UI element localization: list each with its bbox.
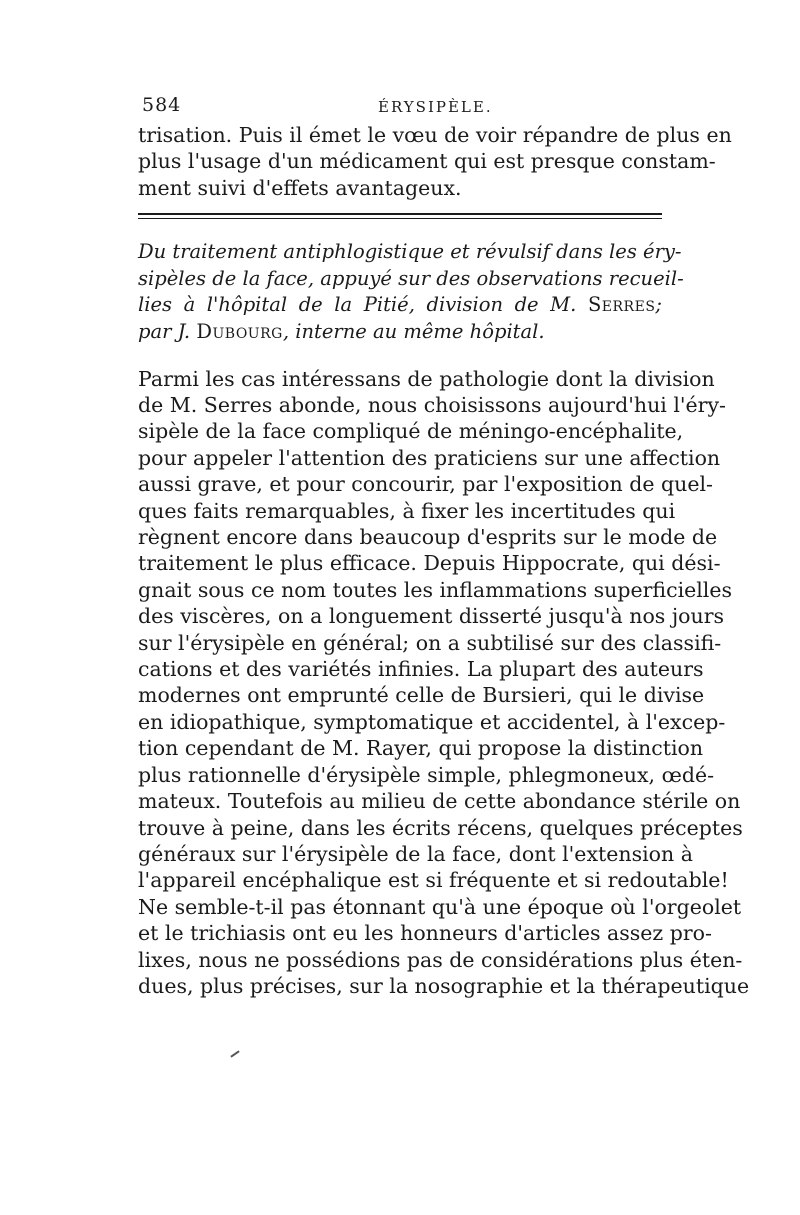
- text-line: aussi grave, et pour concourir, par l'exposition de quel-: [138, 472, 713, 497]
- title-line: Du traitement antiphlogistique et révulsif dans les éry-: [138, 240, 682, 264]
- divider-thin: [138, 218, 662, 219]
- title-line: [138, 292, 662, 319]
- author-affiliation: , interne au même hôpital.: [282, 320, 545, 343]
- text-line: trouve à peine, dans les écrits récens, quelques préceptes: [138, 815, 743, 840]
- text-line: règnent encore dans beaucoup d'esprits sur le mode de: [138, 525, 718, 550]
- text-line: lixes, nous ne possédions pas de considérations plus éten-: [138, 947, 743, 972]
- text-line: des viscères, on a longuement disserté jusqu'à nos jours: [138, 604, 725, 629]
- text-line: pour appeler l'attention des praticiens sur une affection: [138, 445, 721, 470]
- text-line: plus rationnelle d'érysipèle simple, phlegmoneux, œdé-: [138, 762, 715, 787]
- body-paragraph: [138, 366, 750, 1000]
- stray-mark: [230, 1050, 239, 1057]
- text-line: l'appareil encéphalique est si fréquente et si redoutable!: [138, 868, 729, 893]
- name-serres: Serres: [587, 293, 656, 317]
- book-page: [138, 92, 750, 999]
- page-number: 584: [142, 94, 182, 116]
- divider-thick: [138, 213, 662, 215]
- text-line: sipèle de la face compliqué de méningo-encéphalite,: [138, 419, 684, 444]
- text-line: plus l'usage d'un médicament qui est presque constam-: [138, 149, 716, 174]
- text-line: de M. Serres abonde, nous choisissons aujourd'hui l'éry-: [138, 393, 726, 417]
- intro-paragraph: [138, 122, 732, 201]
- page-header: [138, 92, 662, 122]
- text-line: gnait sous ce nom toutes les inflammations superficielles: [138, 577, 733, 602]
- text-line: tion cependant de M. Rayer, qui propose la distinction: [138, 736, 704, 761]
- running-title: ÉRYSIPÈLE.: [378, 98, 493, 116]
- text-line: mateux. Toutefois au milieu de cette abondance stérile on: [138, 789, 741, 814]
- title-punct: ;: [655, 293, 662, 317]
- section-divider: [138, 213, 662, 219]
- text-line: ment suivi d'effets avantageux.: [138, 175, 462, 200]
- text-line: Ne semble-t-il pas étonnant qu'à une époque où l'orgeolet: [138, 894, 742, 919]
- text-line: modernes ont emprunté celle de Bursieri, qui le divise: [138, 683, 705, 708]
- text-line: trisation. Puis il émet le vœu de voir répandre de plus en: [138, 123, 732, 147]
- text-line: en idiopathique, symptomatique et accidentel, à l'excep-: [138, 709, 726, 734]
- text-line: généraux sur l'érysipèle de la face, dont l'extension à: [138, 841, 693, 866]
- title-line: sipèles de la face, appuyé sur des observations recueil-: [138, 266, 684, 290]
- text-line: et le trichiasis ont eu les honneurs d'articles assez pro-: [138, 921, 712, 946]
- text-line: traitement le plus efficace. Depuis Hippocrate, qui dési-: [138, 551, 721, 576]
- text-line: Parmi les cas intéressans de pathologie dont la division: [138, 366, 715, 391]
- title-text: par J.: [138, 320, 197, 343]
- text-line: dues, plus précises, sur la nosographie et la thérapeutique: [138, 973, 750, 998]
- title-line: [138, 319, 662, 346]
- text-line: sur l'érysipèle en général; on a subtilisé sur des classifi-: [138, 630, 722, 655]
- article-title: [138, 239, 684, 345]
- text-line: cations et des variétés infinies. La plupart des auteurs: [138, 657, 704, 682]
- title-text: lies à l'hôpital de la Pitié, division de M.: [138, 293, 588, 317]
- text-line: ques faits remarquables, à fixer les incertitudes qui: [138, 498, 676, 523]
- author-name: Dubourg: [196, 320, 283, 343]
